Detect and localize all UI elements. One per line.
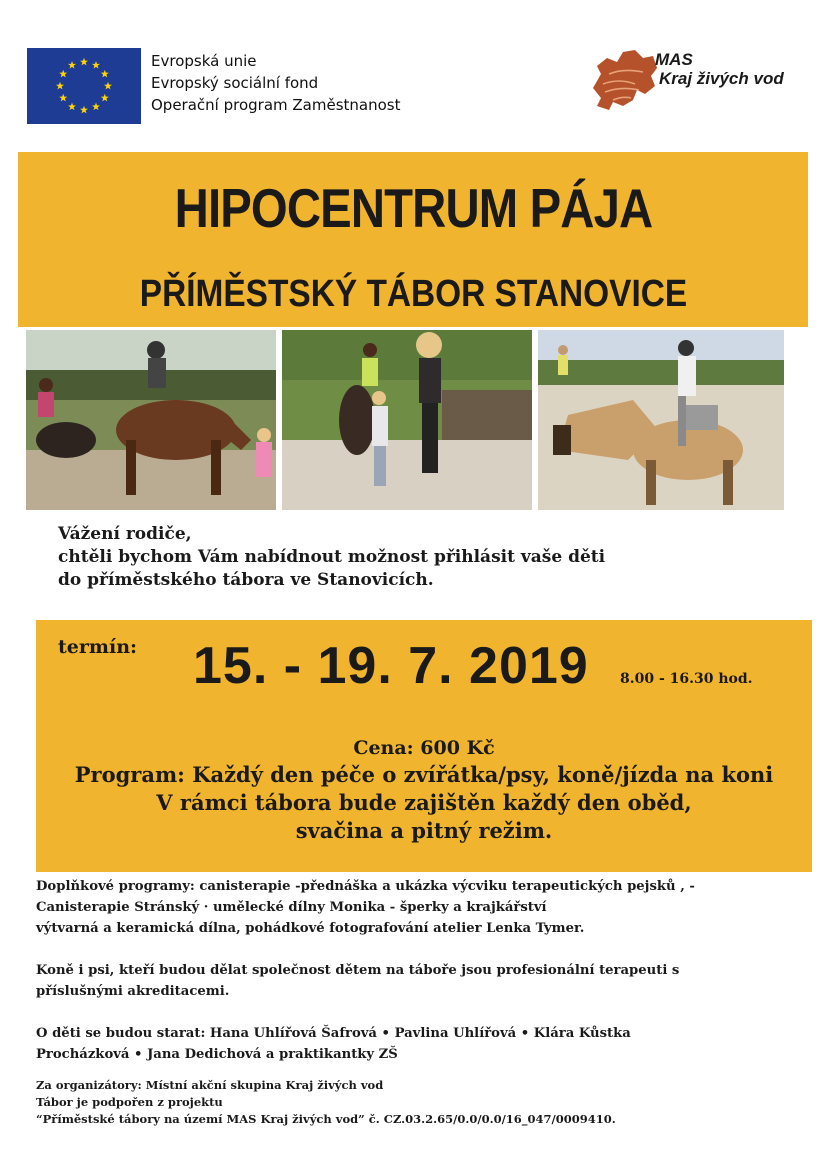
eu-line: Evropský sociální fond	[151, 74, 319, 92]
intro-text	[58, 523, 778, 592]
eu-star-icon	[68, 61, 76, 69]
eu-line: Operační program Zaměstnanost	[151, 96, 401, 114]
intro-line: do příměstského tábora ve Stanovicích.	[58, 570, 434, 590]
event-date: 15. - 19. 7. 2019	[193, 637, 589, 695]
mas-logo-text	[655, 50, 784, 88]
extra-programs-line: Doplňkové programy: canisterapie -přednáška a ukázka výcviku terapeutických pejsků , -	[36, 879, 695, 894]
footer-line: Za organizátory: Místní akční skupina Kraj živých vod	[36, 1078, 384, 1092]
eu-star-icon	[59, 94, 67, 102]
mas-logo-line: MAS	[655, 50, 693, 69]
footer-line: Tábor je podpořen z projektu	[36, 1095, 223, 1109]
eu-star-icon	[68, 103, 76, 111]
eu-program-text	[151, 50, 401, 116]
program-line: V rámci tábora bude zajištěn každý den oběd,	[156, 790, 692, 815]
eu-star-icon	[92, 61, 100, 69]
photo-child-riding-horse	[26, 330, 276, 510]
eu-star-icon	[59, 70, 67, 78]
intro-line: chtěli bychom Vám nabídnout možnost přihlásit vaše děti	[58, 547, 606, 567]
mas-logo-line: Kraj živých vod	[659, 69, 784, 88]
photo-leading-pony	[282, 330, 532, 510]
event-time: 8.00 - 16.30 hod.	[620, 671, 753, 687]
photo-child-on-fjord-horse	[538, 330, 784, 510]
eu-star-icon	[101, 70, 109, 78]
eu-star-icon	[56, 82, 64, 90]
price: Cena: 600 Kč	[353, 737, 495, 759]
staff-line: Procházková • Jana Dedichová a praktikantky ZŠ	[36, 1047, 398, 1062]
eu-line: Evropská unie	[151, 52, 257, 70]
eu-star-icon	[104, 82, 112, 90]
therapists-line: Koně i psi, kteří budou dělat společnost dětem na táboře jsou profesionální terapeuti s	[36, 963, 680, 978]
eu-star-icon	[101, 94, 109, 102]
therapists-line: příslušnými akreditacemi.	[36, 984, 230, 999]
program-line: Program: Každý den péče o zvířátka/psy, koně/jízda na koni	[74, 762, 774, 787]
additional-info	[36, 876, 806, 1065]
extra-programs-line: Canisterapie Stránský · umělecké dílny Monika - šperky a krajkářství	[36, 900, 547, 915]
termin-label: termín:	[58, 636, 138, 658]
footer-organizer	[36, 1077, 806, 1128]
eu-flag-logo	[27, 48, 141, 124]
eu-star-icon	[80, 58, 88, 66]
extra-programs-line: výtvarná a keramická dílna, pohádkové fotografování atelier Lenka Tymer.	[36, 921, 585, 936]
eu-star-icon	[80, 106, 88, 114]
page-subtitle: PŘÍMĚSTSKÝ TÁBOR STANOVICE	[139, 273, 688, 315]
program-line: svačina a pitný režim.	[295, 818, 553, 843]
page-title: HIPOCENTRUM PÁJA	[174, 177, 653, 239]
intro-line: Vážení rodiče,	[58, 524, 192, 544]
footer-line: “Příměstské tábory na území MAS Kraj živých vod” č. CZ.03.2.65/0.0/0.0/16_047/0009410.	[36, 1112, 616, 1126]
eu-star-icon	[92, 103, 100, 111]
eu-stars-icon	[27, 48, 141, 124]
staff-line: O děti se budou starat: Hana Uhlířová Šafrová • Pavlina Uhlířová • Klára Kůstka	[36, 1026, 631, 1041]
event-details	[36, 735, 812, 845]
